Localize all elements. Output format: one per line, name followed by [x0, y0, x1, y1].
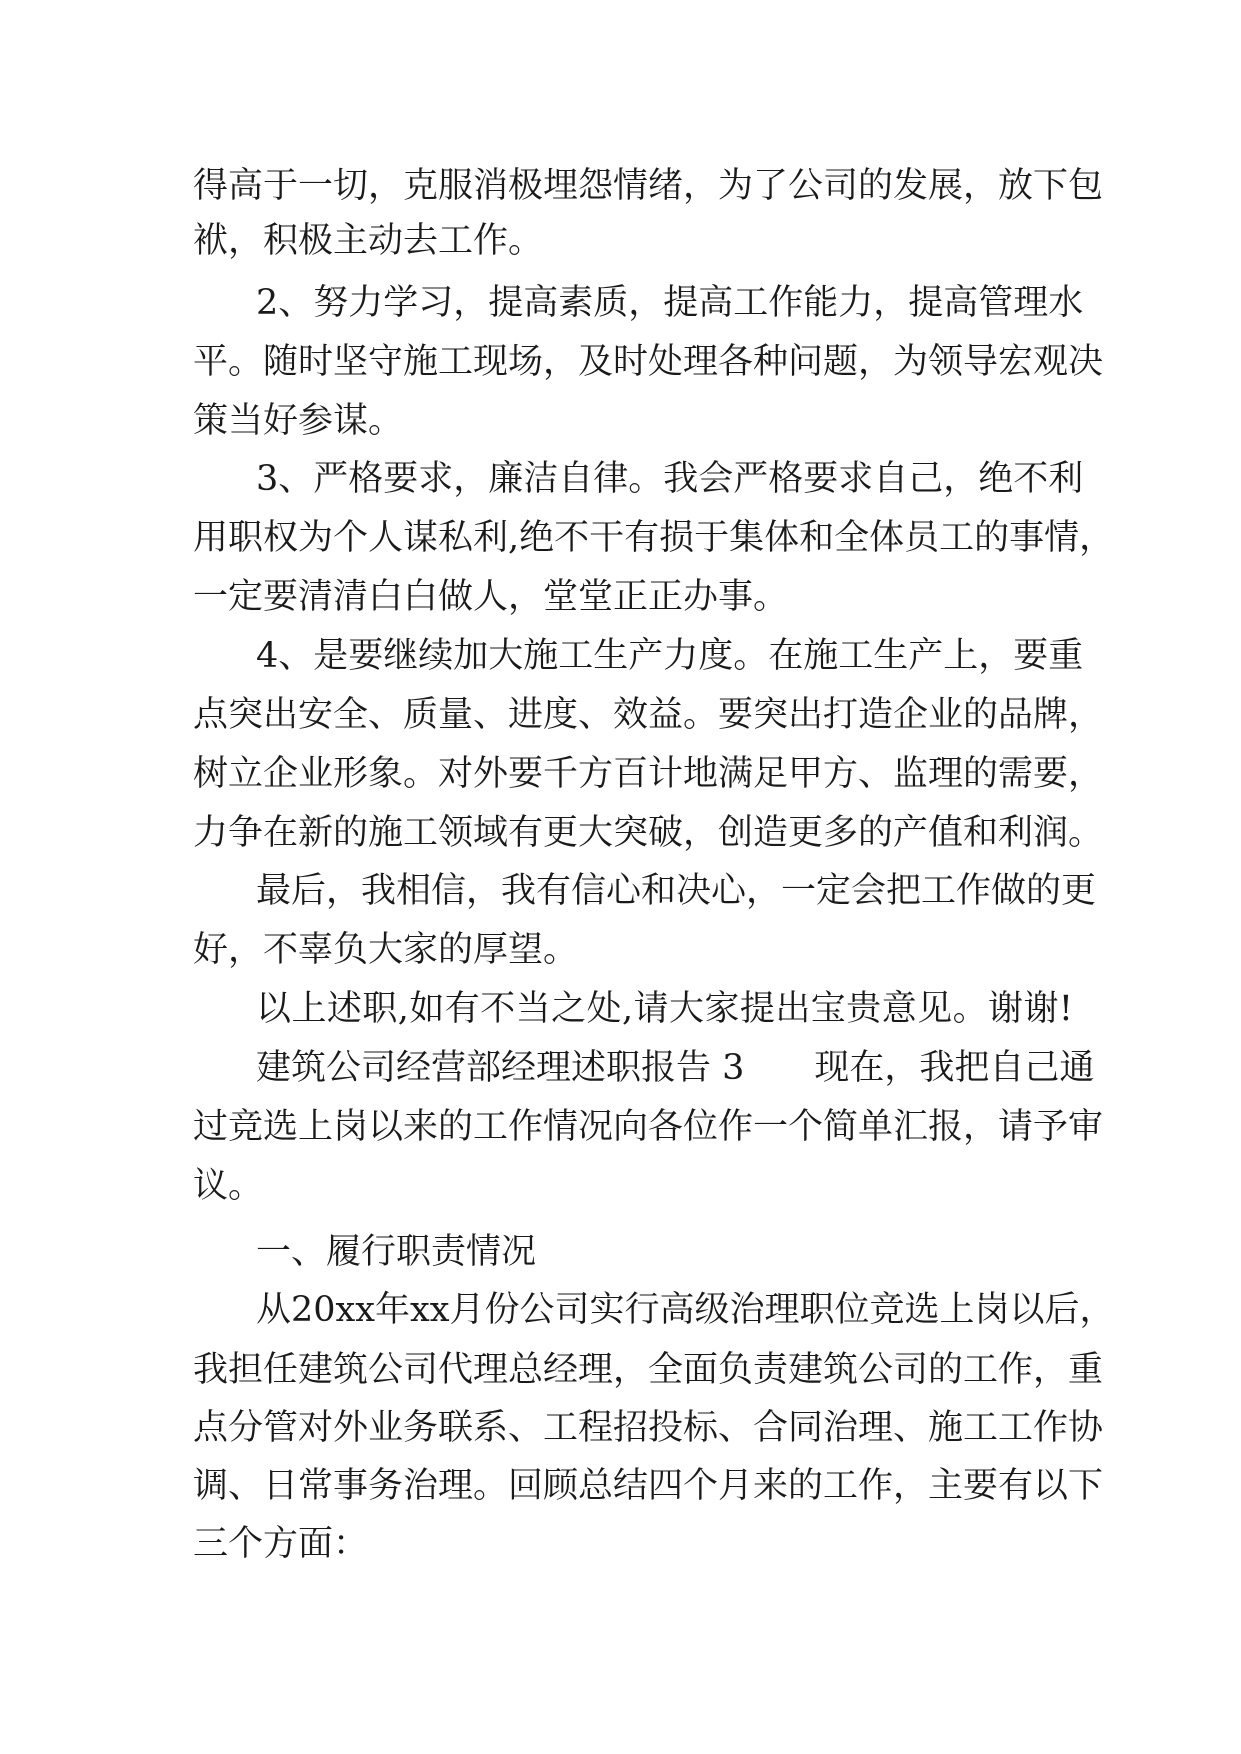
body-text-line: 点分管对外业务联系、工程招投标、合同治理、施工工作协: [193, 1408, 1104, 1448]
report-heading-line: 建筑公司经营部经理述职报告 3 现在，我把自己通: [256, 1048, 1095, 1088]
section-heading: 一、履行职责情况: [256, 1232, 537, 1272]
body-text-line: 树立企业形象。对外要千方百计地满足甲方、监理的需要，: [193, 754, 1104, 794]
body-text-line: 调、日常事务治理。回顾总结四个月来的工作，主要有以下: [193, 1466, 1104, 1506]
body-text-line: 好，不辜负大家的厚望。: [193, 930, 579, 970]
body-text-line: 策当好参谋。: [193, 401, 404, 441]
body-text-line: 4、是要继续加大施工生产力度。在施工生产上，要重: [256, 636, 1084, 676]
body-text-line: 最后，我相信，我有信心和决心，一定会把工作做的更: [256, 871, 1097, 911]
body-text-line: 从20xx年xx月份公司实行高级治理职位竞选上岗以后，: [256, 1290, 1115, 1330]
body-text-line: 三个方面：: [193, 1524, 369, 1564]
body-text-line: 我担任建筑公司代理总经理，全面负责建筑公司的工作，重: [193, 1350, 1104, 1390]
body-text-line: 以上述职,如有不当之处,请大家提出宝贵意见。谢谢!: [256, 989, 1073, 1029]
body-text-line: 平。随时坚守施工现场，及时处理各种问题，为领导宏观决: [193, 342, 1104, 382]
body-text-line: 袱，积极主动去工作。: [193, 221, 544, 261]
body-text-line: 力争在新的施工领域有更大突破，创造更多的产值和利润。: [193, 813, 1104, 853]
body-text-line: 2、努力学习，提高素质，提高工作能力，提高管理水: [256, 283, 1084, 323]
body-text-line: 过竞选上岗以来的工作情况向各位作一个简单汇报，请予审: [193, 1107, 1104, 1147]
body-text-line: 得高于一切，克服消极埋怨情绪，为了公司的发展，放下包: [193, 166, 1104, 206]
body-text-line: 点突出安全、质量、进度、效益。要突出打造企业的品牌，: [193, 695, 1104, 735]
body-text-line: 议。: [193, 1166, 264, 1206]
body-text-line: 一定要清清白白做人，堂堂正正办事。: [193, 577, 789, 617]
body-text-line: 用职权为个人谋私利,绝不干有损于集体和全体员工的事情，: [193, 518, 1115, 558]
body-text-line: 3、严格要求，廉洁自律。我会严格要求自己，绝不利: [256, 459, 1084, 499]
